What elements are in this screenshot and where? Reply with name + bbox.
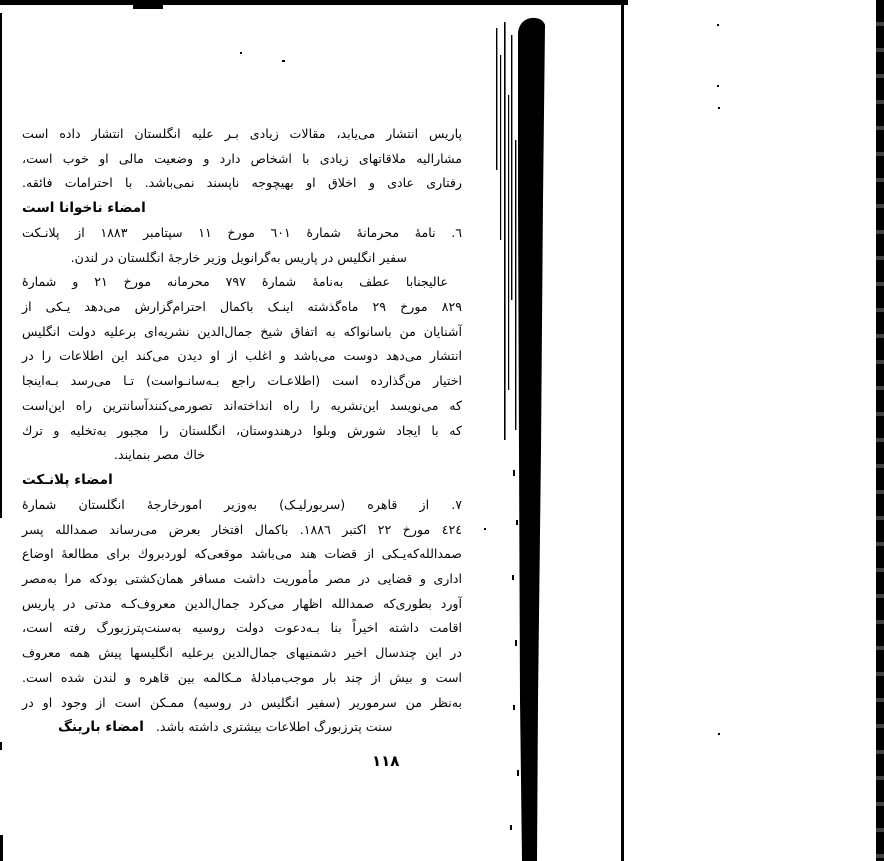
scan-speck: [240, 52, 242, 54]
text-line: سفیر انگلیس در پاریس به‌گرانویل وزیر خارجهٔ انگلستان در لندن.: [70, 249, 407, 265]
book-gutter-shadow: [488, 0, 558, 861]
signature-line: امضاء پلانـکت: [22, 472, 113, 489]
text-line: پاریس انتشار می‌یابد، مقالات زیادی بـر علیه انگلستان انتشار داده است: [22, 126, 462, 141]
text-line: آورد بطوری‌که صمدالله اظهار می‌کرد جمال‌الدین معروف‌کـه مدتی در پاریس: [22, 595, 462, 611]
text-line: رفتاری عادی و اخلاق او بهیچوجه ناپسند نمی‌باشد. با احترامات فائقه.: [22, 175, 462, 191]
scan-speck: [718, 733, 720, 735]
scan-top-edge-notch: [133, 4, 163, 9]
scan-left-edge-mark-bottom: [0, 835, 3, 861]
text-line: ٦. نامهٔ محرمانهٔ شمارهٔ ٦٠١ مورخ ١١ سپتامبر ١٨٨٣ از پلانـکت: [22, 224, 462, 240]
text-line: ٧. از قاهره (سربورلیـک) به‌وزیر امورخارجهٔ انگلستان شمارهٔ: [22, 496, 462, 512]
text-line: آشنایان من باسانواکه به اتفاق شیخ جمال‌الدین نشریه‌ای برعلیه دولت انگلیس: [22, 323, 462, 339]
closing-text: سنت پترزبورگ اطلاعات بیشتری داشته باشد.: [155, 719, 393, 735]
signature-line: امضاء ناخوانا است: [22, 200, 146, 217]
text-line: در این چندسال اخیر دشمنیهای جمال‌الدین برعلیه انگلیسها پیش همه معروف: [22, 645, 462, 661]
page-text-block: [22, 122, 462, 740]
scan-left-edge-line: [0, 13, 2, 518]
text-line: عالیجنابا عطف به‌نامهٔ شمارهٔ ٧٩٧ محرمانه مورخ ٢١ و شمارهٔ: [22, 274, 448, 290]
scan-right-edge-noise: [876, 0, 884, 861]
scan-left-edge-mark: [0, 742, 2, 750]
text-line: اختیار من‌گذارده است (اطلاعـات راجع بـه‌سانـواست) تـا می‌رسد بـه‌اینجا: [22, 373, 462, 389]
text-line: است و بیش از چند بار موجب‌مبادلهٔ مـکالمه بین قاهره و لندن شده است.: [22, 669, 462, 685]
scan-speck: [717, 24, 719, 26]
scan-speck: [717, 85, 719, 87]
text-line: انتشار می‌دهد دوست می‌باشد و اغلب از او دیدن می‌کند این اطلاعات را در: [22, 348, 462, 364]
scan-speck: [718, 107, 720, 109]
text-line: که می‌نویسد این‌نشریه را راه انداخته‌اند تصورمی‌کنندآسانترین راه این‌است: [22, 397, 462, 413]
closing-line: [22, 715, 462, 740]
text-line: ٤٢٤ مورخ ٢٢ اکتبر ١٨٨٦. باکمال افتخار بعرض می‌رساند صمدالله پسر: [22, 521, 462, 537]
text-line: ٨٢٩ مورخ ٢٩ ماه‌گذشته اینـک باکمال احترام‌گزارش می‌دهد یـکی از: [22, 299, 462, 315]
scan-speck: [484, 528, 486, 530]
text-line: مشارالیه ملاقاتهای زیادی با اشخاص دارد و وضعیت مالی او خوب است،: [22, 150, 462, 166]
page-edge-line: [621, 4, 624, 861]
text-line: صمدالله‌که‌یـکی از قضات هند می‌باشد موقعی‌که لوردبروك برای مطالعهٔ اوضاع: [22, 546, 462, 562]
scan-speck: [282, 60, 285, 62]
page-number: ١١٨: [372, 752, 400, 770]
signature-inline: امضاء بارینگ: [58, 719, 144, 736]
text-line: اداری و قضایی در مصر مأموریت داشت مسافر همان‌کشتی بودکه مرا به‌مصر: [22, 570, 462, 586]
text-line: به‌نظر من سرموریر (سفیر انگلیس در روسیه) ممـکن است از وجود او در: [22, 694, 462, 710]
text-line: اقامت داشته اخیراً بنا بـه‌دعوت دولت روسیه به‌سنت‌پترزبورگ رفته است،: [22, 620, 462, 636]
text-line: خاك مصر بنمایند.: [114, 447, 205, 463]
text-line: که با ایجاد شورش وبلوا درهندوستان، انگلستان را مجبور به‌تخلیه و ترك: [22, 422, 462, 438]
